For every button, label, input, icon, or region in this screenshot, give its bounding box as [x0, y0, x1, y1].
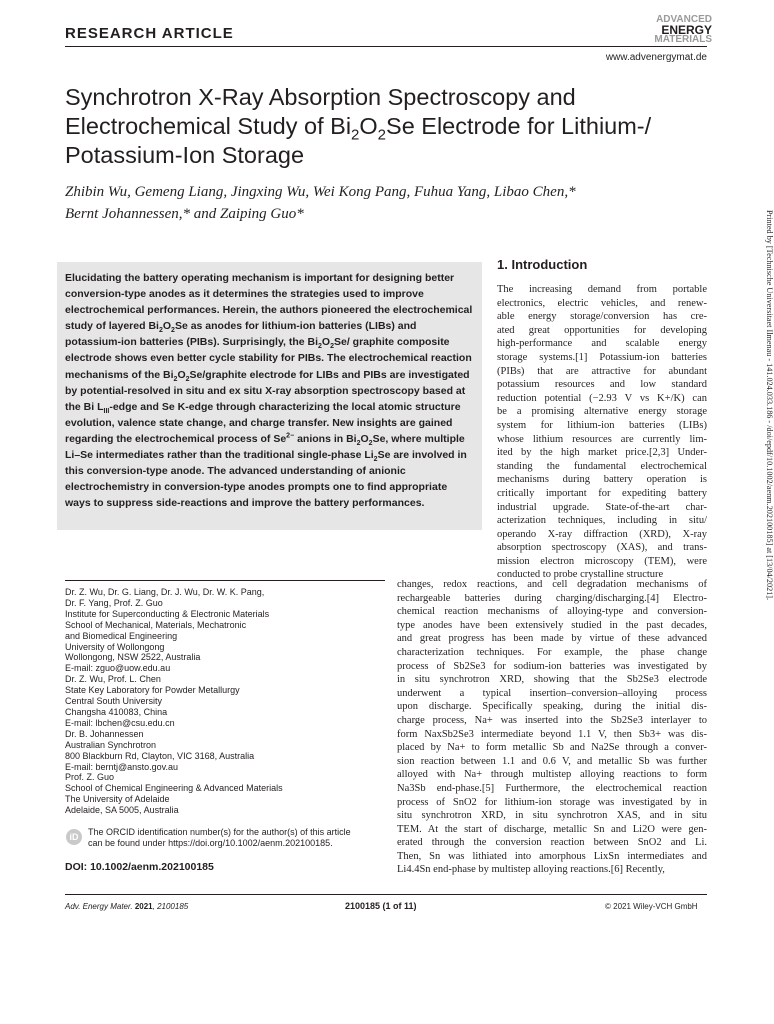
title-text-3: Se Electrode for Lithium-/ Potassium-Ion Storage	[65, 113, 652, 168]
intro-line: conducted to probe crystalline structure	[497, 569, 664, 581]
subscript: 2	[171, 327, 175, 335]
subscript: 2	[368, 440, 373, 448]
intro-line: form NaxSb2Se3 intermediate beyond 1.1 V, then Sb3+ was dis-	[397, 728, 707, 740]
intro-line: potassium resources and low standard	[497, 379, 707, 391]
intro-line: erated through the conversion reaction between SnO2 and Li.	[397, 837, 707, 849]
intro-line: absorption spectroscopy (XAS), and trans-	[497, 542, 707, 554]
intro-line: operando X-ray diffraction (XRD), X-ray	[497, 528, 707, 540]
intro-line: Then, Sn was lithiated into amorphous LixSn intermediates and	[397, 850, 707, 862]
intro-line: (PIBs) that are attractive for abundant	[497, 365, 707, 377]
abstract-text: O	[360, 432, 369, 445]
intro-line: industrial upgrade. State-of-the-art char-	[497, 501, 707, 513]
superscript: 2−	[286, 432, 295, 440]
abstract-text: Se/graphite electrode for LIBs and PIBs are investigated by potential-resolved in situ and ex situ X-ray absorption spectroscopy based at the Bi L	[65, 368, 470, 413]
intro-line: alloyed with Na+ through multistep alloying reactions to form	[397, 769, 707, 781]
intro-line: able energy storage/conversion has cre-	[497, 311, 707, 323]
journal-logo-line-3: MATERIALS	[654, 34, 712, 45]
subscript: 2	[330, 343, 334, 351]
intro-line: Li4.4Sn end-phase by multistep alloying reactions.[6] Recently,	[397, 864, 665, 876]
intro-column-right	[497, 283, 707, 582]
footer-citation	[65, 902, 188, 911]
journal-logo	[620, 15, 712, 45]
intro-line: in situ synchrotron XRD, showing that the Sb2Se3 electrode	[397, 674, 707, 686]
intro-line: The increasing demand from portable	[497, 284, 707, 295]
affiliation-line: State Key Laboratory for Powder Metallurgy	[65, 685, 240, 696]
affiliation-line: Dr. B. Johannessen	[65, 728, 144, 739]
affiliation-line: Dr. Z. Wu, Prof. L. Chen	[65, 674, 161, 685]
intro-line: rechargeable batteries during charging/discharging.[4] Electro-	[397, 592, 707, 604]
affiliation-divider	[65, 580, 385, 581]
orcid-line-2[interactable]: can be found under https://doi.org/10.1002/aenm.202100185.	[88, 838, 333, 848]
journal-url[interactable]: www.advenergymat.de	[605, 52, 707, 63]
intro-line: Na3Sb end-phase.[5] Furthermore, the electrochemical reaction	[397, 782, 707, 794]
author-line-2: Bernt Johannessen,* and Zaiping Guo*	[65, 206, 304, 222]
affiliation-line: Adelaide, SA 5005, Australia	[65, 805, 179, 816]
intro-line: process of Sb2Se3 for sodium-ion batteries was investigated by	[397, 660, 707, 672]
intro-line: standing the fundamental electrochemical	[497, 460, 707, 472]
section-heading-introduction: 1. Introduction	[497, 257, 588, 272]
intro-line: TEM. At the start of discharge, metallic Sn and Li2O were gen-	[397, 823, 707, 835]
intro-line: critically important for expediting battery	[497, 487, 707, 499]
intro-line: and great progress has been made by virtue of these advanced	[397, 633, 707, 645]
affiliation-line: School of Chemical Engineering & Advanced Materials	[65, 783, 283, 794]
footer-journal: Adv. Energy Mater.	[65, 902, 133, 911]
affiliation-line: Australian Synchrotron	[65, 739, 157, 750]
intro-line: electronics, electric vehicles, and renew-	[497, 297, 707, 309]
subscript: III	[103, 407, 110, 415]
footer-year: 2021	[134, 902, 153, 911]
doi[interactable]: DOI: 10.1002/aenm.202100185	[65, 861, 214, 873]
intro-line: charge process, Na+ was inserted into the Sb2Se3 interlayer to	[397, 714, 707, 726]
affiliations	[65, 587, 385, 816]
affiliation-line: The University of Adelaide	[65, 794, 170, 805]
abstract-text: O	[162, 320, 172, 333]
footer-article-id: , 2100185	[152, 902, 189, 911]
abstract-text: O	[177, 368, 186, 381]
orcid-note	[88, 827, 384, 849]
subscript: 2	[318, 343, 322, 351]
subscript: 2	[173, 375, 178, 383]
affiliation-line: Dr. Z. Wu, Dr. G. Liang, Dr. J. Wu, Dr. W. K. Pang,	[65, 587, 265, 597]
intro-line: mechanisms during battery operation is	[497, 474, 707, 486]
affiliation-line: Wollongong, NSW 2522, Australia	[65, 652, 201, 663]
affiliation-line: School of Mechanical, Materials, Mechatronic	[65, 619, 247, 630]
author-line-1: Zhibin Wu, Gemeng Liang, Jingxing Wu, Wei Kong Pang, Fuhua Yang, Libao Chen,*	[65, 184, 576, 200]
subscript: 2	[356, 440, 361, 448]
copyright: © 2021 Wiley-VCH GmbH	[605, 902, 698, 911]
intro-line: placed by Na+ to form metallic Sb and Na2Se through a conver-	[397, 742, 707, 754]
affiliation-email[interactable]: E-mail: zguo@uow.edu.au	[65, 663, 171, 674]
affiliation-line: 800 Blackburn Rd, Clayton, VIC 3168, Australia	[65, 750, 255, 761]
intro-line: changes, redox reactions, and cell degradation mechanisms of	[397, 579, 707, 590]
abstract-text: Se, where multiple Li–Se intermediates rather than the traditional single-phase Li	[65, 432, 465, 462]
journal-logo-line-2: ENERGY	[661, 23, 712, 37]
download-stamp: Printed by [Technische Universitaet Ilmenau - 141.024.033.186 - /doi/epdf/10.1002/aenm.202100185] at [13/04/2021].	[765, 210, 774, 601]
abstract-text: Se are involved in this conversion-type anode. The advanced understanding of anionic electrochemistry in conversion-type anodes prompts one to find appropriate ways to suppress side-reactions and improve the battery performances.	[65, 449, 467, 510]
intro-line: ated great opportunities for developing	[497, 324, 707, 336]
article-type-label: RESEARCH ARTICLE	[65, 25, 234, 42]
subscript: 2	[185, 375, 190, 383]
intro-line: type anodes have been extensively studied in the past decades,	[397, 619, 707, 631]
abstract-text: O	[321, 336, 331, 349]
orcid-icon: iD	[66, 829, 82, 845]
intro-line: situ synchrotron XRD, in situ synchrotron XAS, and in situ	[397, 810, 707, 822]
intro-line: characterization techniques. For example, the phase change	[397, 646, 707, 658]
intro-line: system for lithium-ion batteries (LIBs)	[497, 419, 707, 431]
intro-line: storage systems.[1] Potassium-ion batteries	[497, 351, 707, 363]
intro-line: upon discharge. Specifically speaking, during the initial dis-	[397, 701, 707, 713]
abstract	[65, 270, 475, 511]
title-text-2: O	[359, 113, 378, 139]
affiliation-line: Institute for Superconducting & Electronic Materials	[65, 608, 270, 619]
abstract-text: Se/ graphite composite electrode shows even better cycle stability for PIBs. The electrochemical reaction mechanisms of the Bi	[65, 336, 472, 381]
intro-line: reduction potential (−2.93 V vs K+/K) can	[497, 392, 707, 404]
abstract-text: Se as anodes for lithium-ion batteries (LIBs) and potassium-ion batteries (PIBs). Surprisingly, the Bi	[65, 320, 417, 349]
intro-line: chemical reaction mechanisms of alloying-type and conversion-	[397, 606, 707, 618]
intro-line: acterization techniques, including in situ/	[497, 515, 707, 527]
header-divider	[65, 46, 707, 47]
intro-line: process of SnO2 for lithium-ion storage was investigated by in	[397, 796, 707, 808]
footer-divider	[65, 894, 707, 895]
intro-line: ited by the high market price.[2,3] Under-	[497, 447, 707, 459]
intro-line: high-performance and scalable energy	[497, 338, 707, 350]
affiliation-line: Prof. Z. Guo	[65, 772, 115, 783]
page-number: 2100185 (1 of 11)	[345, 901, 417, 911]
intro-line: be a promising alternative energy storage	[497, 406, 707, 418]
title-text-1: Synchrotron X-Ray Absorption Spectroscopy and Electrochemical Study of Bi	[65, 84, 576, 139]
article-title	[65, 83, 685, 170]
intro-column-wide	[397, 578, 707, 877]
intro-line: whose lithium resources are currently lim-	[497, 433, 707, 445]
abstract-text: -edge and Se K-edge through characterizing the local atomic structure evolution, valence state change, and charge transfer. New insights are gained regarding the electrochemical process of Se	[65, 400, 461, 445]
title-subscript-2: 2	[377, 126, 387, 144]
title-subscript-1: 2	[351, 126, 360, 144]
orcid-line-1: The ORCID identification number(s) for the author(s) of this article	[88, 827, 351, 837]
affiliation-email[interactable]: E-mail: berntj@ansto.gov.au	[65, 761, 179, 772]
abstract-text: anions in Bi	[294, 432, 357, 445]
intro-line: mission electron microscopy (TEM), were	[497, 555, 707, 567]
abstract-text: Elucidating the battery operating mechanism is important for designing better conversion-type anodes as it determines the strategies used to improve electrochemical performances. Herein, the authors pioneered the electrochemical study of layered Bi	[65, 272, 473, 333]
affiliation-line: Central South University	[65, 696, 163, 707]
intro-line: underwent a typical insertion–conversion–alloying process	[397, 687, 707, 699]
subscript: 2	[158, 327, 163, 335]
affiliation-line: University of Wollongong	[65, 641, 165, 652]
affiliation-email[interactable]: E-mail: lbchen@csu.edu.cn	[65, 717, 175, 728]
journal-logo-line-1: ADVANCED	[656, 14, 712, 25]
author-list	[65, 181, 705, 225]
affiliation-line: Changsha 410083, China	[65, 706, 168, 717]
affiliation-line: Dr. F. Yang, Prof. Z. Guo	[65, 597, 163, 608]
intro-line: sion reaction between 1.1 and 0.6 V, and metallic Sb was further	[397, 755, 707, 767]
subscript: 2	[373, 456, 378, 464]
affiliation-line: and Biomedical Engineering	[65, 630, 178, 641]
